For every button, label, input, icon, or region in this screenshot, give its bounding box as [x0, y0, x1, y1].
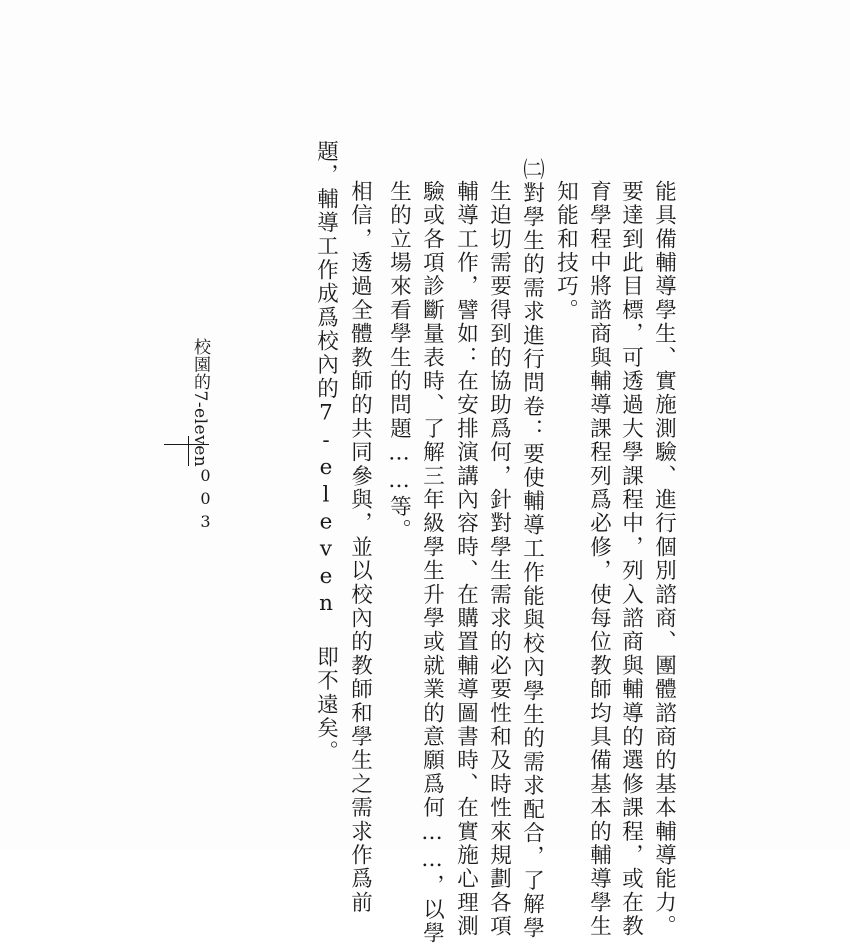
body-line-6: 生迫切需要得到的協助爲何，針對學生需求的必要性和及時性來規劃各項: [486, 180, 512, 939]
body-line-4: 知能和技巧。: [553, 180, 579, 323]
folio-rule: [164, 444, 209, 445]
body-line-5: ㈡對學生的需求進行問卷：要使輔導工作能與校內學生的需求配合，了解學: [519, 158, 545, 941]
running-title: 校園的7-eleven: [190, 338, 210, 468]
folio-rule-vertical: [188, 436, 189, 466]
body-line-9: 生的立場來看學生的問題……等。: [386, 180, 412, 543]
body-line-7: 輔導工作，譬如：在安排演講內容時、在購置輔導圖書時、在實施心理測: [453, 180, 479, 939]
body-line-8: 驗或各項診斷量表時、了解三年級學生升學或就業的意願爲何……，以學: [419, 180, 445, 945]
body-line-2: 要達到此目標，可透過大學課程中，列入諮商與輔導的選修課程，或在教: [618, 180, 644, 939]
body-line-3: 育學程中將諮商與輔導課程列爲必修，使每位教師均具備基本的輔導學生: [586, 180, 612, 939]
page-number: 003: [196, 466, 215, 535]
body-line-1: 能具備輔導學生、實施測驗、進行個別諮商、團體諮商的基本輔導能力。: [651, 180, 677, 939]
body-line-11: 題，輔導工作成爲校內的7-eleven 即不遠矣。: [313, 140, 339, 764]
body-line-10: 相信，透過全體教師的共同參與，並以校內的教師和學生之需求作爲前: [347, 180, 373, 915]
